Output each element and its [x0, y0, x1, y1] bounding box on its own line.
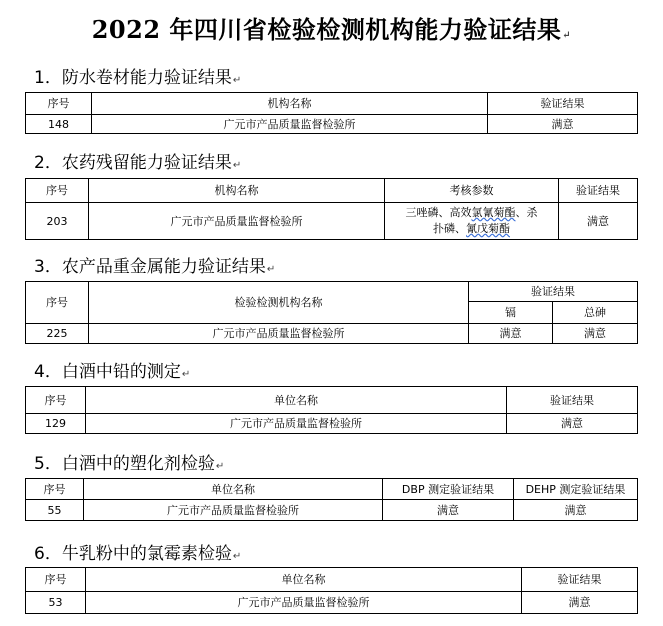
header-result: 验证结果 — [507, 387, 638, 414]
header-no: 序号 — [26, 387, 86, 414]
header-no: 序号 — [26, 179, 89, 203]
table-row — [26, 324, 638, 344]
cell-dbp: 满意 — [383, 500, 514, 521]
table-header-row — [26, 179, 638, 203]
header-params: 考核参数 — [385, 179, 559, 203]
page-title: 2022 年四川省检验检测机构能力验证结果↵ — [91, 15, 572, 44]
header-no: 序号 — [26, 282, 89, 324]
section-2-heading: 2．农药残留能力验证结果↵ — [34, 153, 242, 173]
table-row — [26, 203, 638, 240]
paragraph-mark-icon: ↵ — [232, 551, 242, 562]
paragraph-mark-icon: ↵ — [181, 369, 191, 380]
table-header-row — [26, 568, 638, 592]
header-org: 单位名称 — [84, 479, 383, 500]
cell-no: 129 — [26, 414, 86, 434]
table-row — [26, 500, 638, 521]
section-4-heading: 4．白酒中铅的测定↵ — [34, 362, 191, 382]
table-row — [26, 115, 638, 134]
header-dbp: DBP 测定验证结果 — [383, 479, 514, 500]
paragraph-mark-icon: ↵ — [232, 75, 242, 86]
paragraph-mark-icon: ↵ — [232, 160, 242, 171]
section-6-heading: 6．牛乳粉中的氯霉素检验↵ — [34, 544, 242, 564]
cell-dehp: 满意 — [514, 500, 638, 521]
cell-params: 三唑磷、高效氯氰菊酯、杀 扑磷、氰戊菊酯 — [385, 203, 559, 240]
paragraph-mark-icon: ↵ — [266, 264, 276, 275]
cell-no: 148 — [26, 115, 92, 134]
table-header-row — [26, 282, 638, 302]
paragraph-mark-icon: ↵ — [215, 461, 225, 472]
cell-result: 满意 — [522, 592, 638, 614]
header-org: 单位名称 — [86, 387, 507, 414]
cell-result: 满意 — [559, 203, 638, 240]
cell-no: 55 — [26, 500, 84, 521]
header-dehp: DEHP 测定验证结果 — [514, 479, 638, 500]
section-1-heading: 1．防水卷材能力验证结果↵ — [34, 68, 242, 88]
cell-org: 广元市产品质量监督检验所 — [92, 115, 488, 134]
table-row — [26, 414, 638, 434]
header-org: 机构名称 — [89, 179, 385, 203]
section-3-heading: 3．农产品重金属能力验证结果↵ — [34, 257, 276, 277]
table-lead — [25, 386, 638, 434]
table-header-row — [26, 479, 638, 500]
header-no: 序号 — [26, 479, 84, 500]
header-result: 验证结果 — [522, 568, 638, 592]
cell-org: 广元市产品质量监督检验所 — [86, 592, 522, 614]
table-chloramphenicol — [25, 567, 638, 614]
cell-no: 225 — [26, 324, 89, 344]
cell-org: 广元市产品质量监督检验所 — [86, 414, 507, 434]
cell-org: 广元市产品质量监督检验所 — [84, 500, 383, 521]
cell-result: 满意 — [488, 115, 638, 134]
header-result: 验证结果 — [469, 282, 638, 302]
cell-no: 53 — [26, 592, 86, 614]
cell-result: 满意 — [507, 414, 638, 434]
header-org: 机构名称 — [92, 93, 488, 115]
header-result: 验证结果 — [559, 179, 638, 203]
header-as: 总砷 — [553, 302, 638, 324]
header-org: 单位名称 — [86, 568, 522, 592]
table-row — [26, 592, 638, 614]
cell-no: 203 — [26, 203, 89, 240]
cell-as: 满意 — [553, 324, 638, 344]
header-org: 检验检测机构名称 — [89, 282, 469, 324]
cell-cd: 满意 — [469, 324, 553, 344]
table-waterproof — [25, 92, 638, 134]
header-no: 序号 — [26, 93, 92, 115]
table-plasticizer — [25, 478, 638, 521]
paragraph-mark-icon: ↵ — [562, 30, 572, 41]
header-cd: 镉 — [469, 302, 553, 324]
header-result: 验证结果 — [488, 93, 638, 115]
table-pesticide — [25, 178, 638, 240]
section-5-heading: 5．白酒中的塑化剂检验↵ — [34, 454, 225, 474]
table-header-row — [26, 387, 638, 414]
cell-org: 广元市产品质量监督检验所 — [89, 203, 385, 240]
table-heavy-metal — [25, 281, 638, 344]
cell-org: 广元市产品质量监督检验所 — [89, 324, 469, 344]
header-no: 序号 — [26, 568, 86, 592]
table-header-row — [26, 93, 638, 115]
